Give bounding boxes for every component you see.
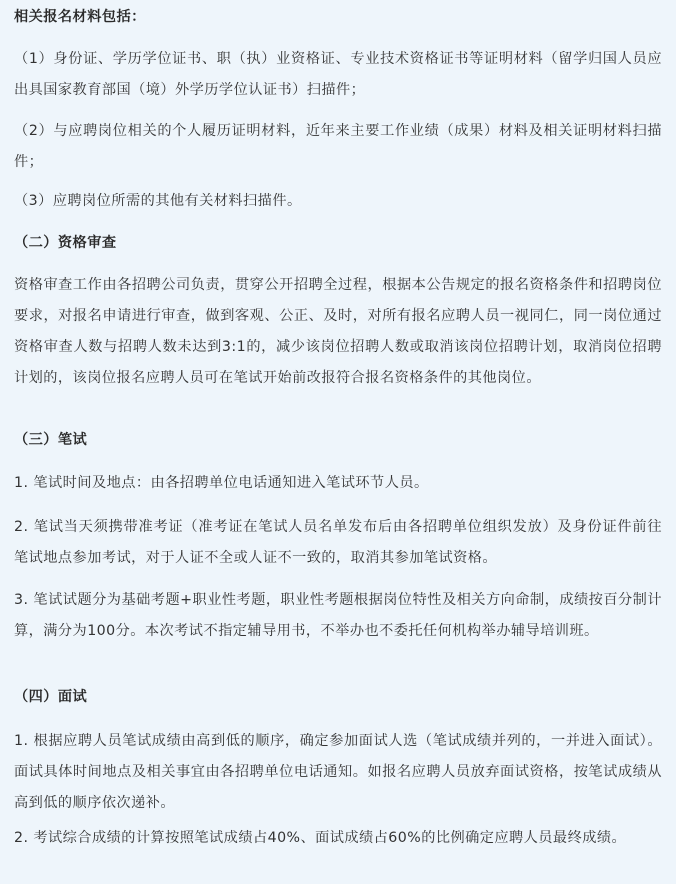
materials-item-1: （1）身份证、学历学位证书、职（执）业资格证、专业技术资格证书等证明材料（留学归国人员应出具国家教育部国（境）外学历学位认证书）扫描件；	[14, 51, 662, 98]
written-exam-item-1: 1. 笔试时间及地点：由各招聘单位电话通知进入笔试环节人员。	[14, 475, 429, 491]
materials-item-3: （3）应聘岗位所需的其他有关材料扫描件。	[14, 193, 302, 209]
materials-item-2: （2）与应聘岗位相关的个人履历证明材料，近年来主要工作业绩（成果）材料及相关证明材料扫描件；	[14, 123, 662, 170]
section-heading-interview: （四）面试	[14, 689, 88, 705]
written-exam-item-2: 2. 笔试当天须携带准考证（准考证在笔试人员名单发布后由各招聘单位组织发放）及身份证件前往笔试地点参加考试，对于人证不全或人证不一致的，取消其参加笔试资格。	[14, 519, 662, 566]
materials-heading: 相关报名材料包括：	[14, 9, 146, 25]
section-heading-qualification-review: （二）资格审查	[14, 235, 117, 251]
section-heading-written-exam: （三）笔试	[14, 432, 88, 448]
written-exam-item-3: 3. 笔试试题分为基础考题+职业性考题，职业性考题根据岗位特性及相关方向命制，成绩按百分制计算，满分为100分。本次考试不指定辅导用书，不举办也不委托任何机构举办辅导培训班。	[14, 592, 662, 639]
interview-item-1: 1. 根据应聘人员笔试成绩由高到低的顺序，确定参加面试人选（笔试成绩并列的，一并进入面试）。面试具体时间地点及相关事宜由各招聘单位电话通知。如报名应聘人员放弃面试资格，按笔试成绩从高到低的顺序依次递补。	[14, 733, 662, 811]
qualification-review-paragraph: 资格审查工作由各招聘公司负责，贯穿公开招聘全过程，根据本公告规定的报名资格条件和招聘岗位要求，对报名申请进行审查，做到客观、公正、及时，对所有报名应聘人员一视同仁，同一岗位通过资格审查人数与招聘人数未达到3:1的，减少该岗位招聘人数或取消该岗位招聘计划，取消岗位招聘计划的，该岗位报名应聘人员可在笔试开始前改报符合报名资格条件的其他岗位。	[14, 277, 662, 386]
interview-item-2: 2. 考试综合成绩的计算按照笔试成绩占40%、面试成绩占60%的比例确定应聘人员最终成绩。	[14, 830, 627, 846]
